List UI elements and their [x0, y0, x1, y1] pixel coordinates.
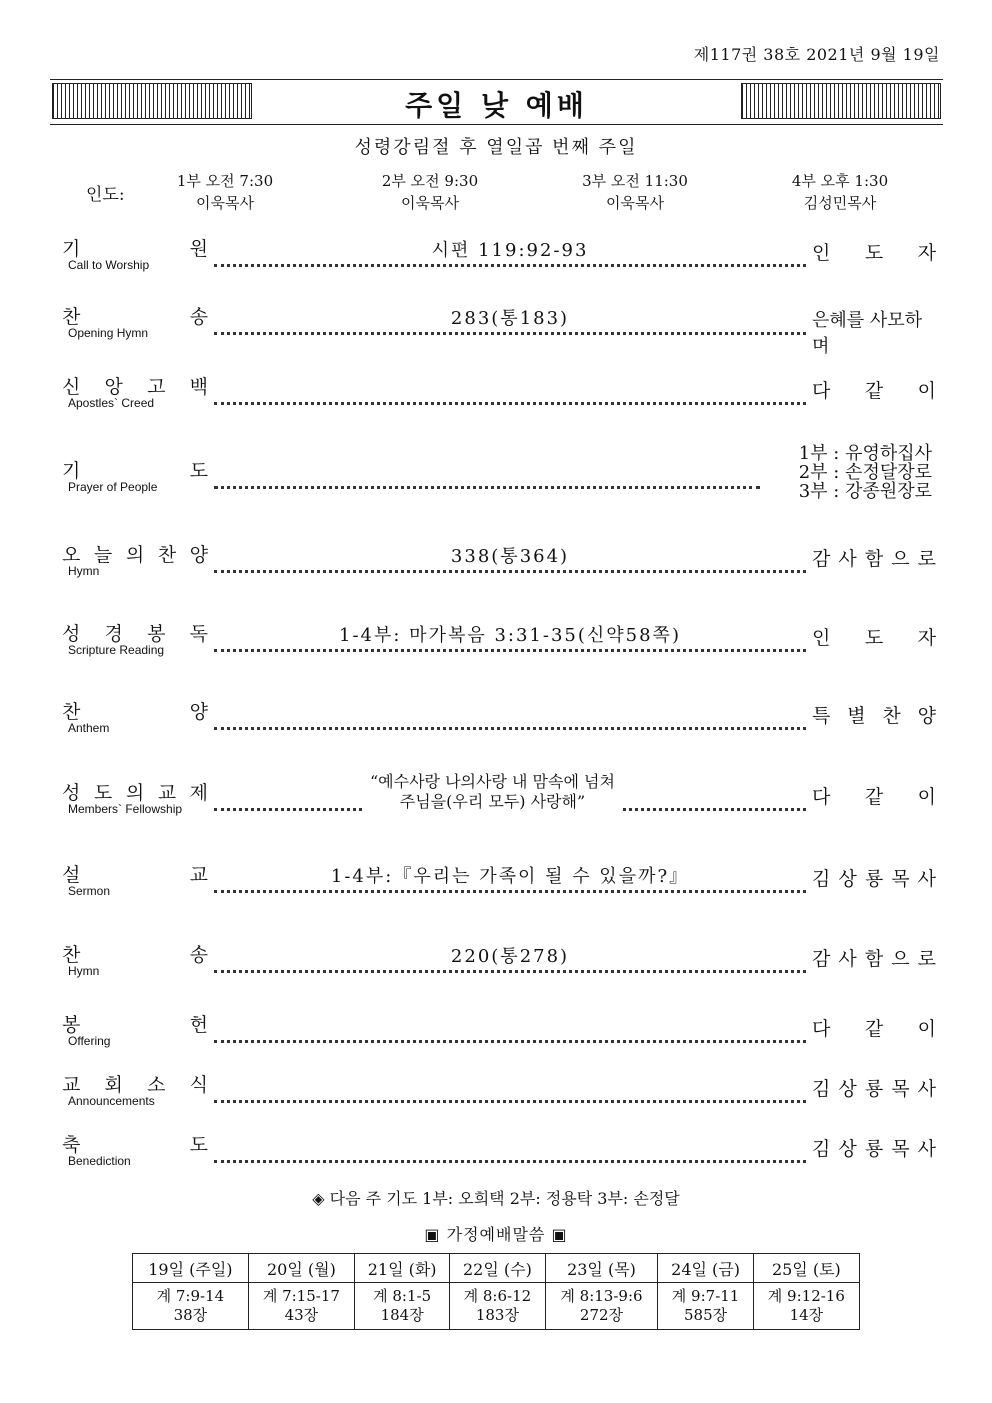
hymn-number: 14장 [789, 1306, 824, 1324]
service-leader: 이욱목사 [401, 194, 459, 212]
order-item-title [62, 302, 208, 329]
responsible-char: 으 [891, 948, 910, 970]
order-item-english: Members` Fellowship [68, 802, 183, 816]
prayer-leaders [799, 444, 932, 501]
order-item-detail [214, 862, 806, 888]
title-char: 의 [125, 544, 145, 566]
title-char: 송 [189, 306, 208, 328]
order-item-title [62, 619, 208, 646]
responsible-char: 상 [838, 1138, 857, 1160]
leader-dots [214, 1020, 806, 1043]
fellowship-lyrics [362, 772, 623, 812]
passage: 계 8:6-12 [463, 1287, 532, 1305]
responsible-char: 인 [812, 627, 831, 649]
order-item-english: Call to Worship [68, 258, 150, 272]
order-item-title [62, 456, 208, 483]
responsible-char: 같 [864, 786, 884, 808]
title-char: 백 [189, 376, 208, 398]
responsible-char: 목 [891, 1138, 910, 1160]
title-char: 도 [189, 460, 208, 482]
table-cell [753, 1283, 859, 1330]
order-item-title [62, 778, 208, 805]
responsible-char: 감 [812, 548, 831, 570]
order-item-responsible [812, 701, 936, 728]
order-item-english: Scripture Reading [68, 643, 165, 657]
responsible-char: 자 [917, 627, 936, 649]
order-item-title [62, 372, 208, 399]
decorative-stripes-right [741, 83, 941, 119]
service-2 [345, 170, 515, 214]
responsible-char: 함 [864, 548, 884, 570]
order-item-english: Benediction [68, 1154, 131, 1168]
title-char: 회 [104, 1074, 123, 1096]
order-item-detail [214, 942, 806, 968]
title-char: 헌 [189, 1014, 208, 1036]
responsible-char: 도 [864, 627, 884, 649]
table-cell [248, 1283, 354, 1330]
responsible-char: 특 [812, 705, 831, 727]
service-leader: 이욱목사 [196, 194, 254, 212]
title-char: 축 [62, 1134, 81, 1156]
table-cell [133, 1283, 249, 1330]
service-time: 2부 오전 9:30 [381, 172, 479, 190]
detail-text: 283(통183) [441, 308, 579, 329]
service-4 [755, 170, 925, 214]
title-char: 양 [189, 544, 208, 566]
hymn-number: 183장 [475, 1306, 519, 1324]
responsible-char: 자 [917, 242, 936, 264]
order-item-title [62, 540, 208, 567]
order-item-detail [214, 542, 806, 568]
leader-dots [214, 382, 806, 405]
title-char: 봉 [62, 1014, 81, 1036]
order-item-english: Offering [68, 1034, 111, 1048]
order-item-responsible [812, 306, 936, 358]
next-week-prayer: ◈ 다음 주 기도 1부: 오희택 2부: 정용탁 3부: 손정달 [312, 1189, 680, 1208]
passage: 계 9:7-11 [671, 1287, 740, 1305]
responsible-char: 도 [864, 242, 884, 264]
responsible-char: 이 [917, 786, 936, 808]
service-time: 3부 오전 11:30 [582, 172, 688, 190]
responsible-char: 룡 [864, 868, 884, 890]
order-item-detail [214, 304, 806, 330]
title-char: 성 [62, 623, 81, 645]
hymn-number: 272장 [579, 1306, 624, 1324]
order-item-title [62, 940, 208, 967]
order-item-english: Prayer of People [68, 480, 158, 494]
title-char: 의 [125, 782, 145, 804]
service-time: 1부 오전 7:30 [176, 172, 274, 190]
table-header-row [133, 1254, 860, 1283]
hymn-number: 585장 [684, 1306, 728, 1324]
responsible-char: 목 [891, 1078, 910, 1100]
passage: 계 8:1-5 [373, 1287, 432, 1305]
responsible-char: 별 [847, 705, 866, 727]
family-worship-title: ▣ 가정예배말씀 ▣ [424, 1225, 568, 1244]
leader-dots [214, 1140, 806, 1163]
table-row [133, 1283, 860, 1330]
responsible-text: 은혜를 사모하며 [812, 310, 923, 357]
order-item-title [62, 1130, 208, 1157]
lyric-line: “예수사랑 나의사랑 내 맘속에 넘쳐 [370, 772, 615, 791]
detail-text: 1-4부:『우리는 가족이 될 수 있을까?』 [321, 866, 699, 887]
title-char: 독 [189, 623, 208, 645]
table-cell [658, 1283, 753, 1330]
responsible-char: 양 [917, 705, 936, 727]
family-worship-table [132, 1253, 860, 1330]
responsible-char: 김 [812, 1138, 831, 1160]
order-item-title [62, 1010, 208, 1037]
order-item-title [62, 234, 208, 261]
order-item-responsible [812, 238, 936, 265]
responsible-char: 목 [891, 868, 910, 890]
responsible-char: 사 [838, 948, 857, 970]
prayer-leader: 1부 : 유영하집사 [798, 443, 932, 464]
responsible-char: 찬 [882, 705, 901, 727]
detail-text: 338(통364) [441, 546, 579, 567]
hymn-number: 184장 [380, 1306, 424, 1324]
table-cell [450, 1283, 545, 1330]
responsible-char: 로 [917, 948, 936, 970]
order-item-english: Announcements [68, 1094, 155, 1108]
title-char: 양 [189, 701, 208, 723]
title-char: 기 [62, 460, 81, 482]
order-item-title [62, 860, 208, 887]
title-char: 설 [62, 864, 81, 886]
prayer-leader: 2부 : 손정달장로 [798, 462, 932, 483]
title-char: 식 [189, 1074, 208, 1096]
responsible-char: 김 [812, 1078, 831, 1100]
title-char: 송 [189, 944, 208, 966]
responsible-char: 이 [917, 380, 936, 402]
lyric-line: 주님을(우리 모두) 사랑해” [399, 792, 586, 811]
title-char: 원 [189, 238, 208, 260]
detail-text: 시편 119:92-93 [422, 240, 599, 261]
hymn-number: 43장 [284, 1306, 319, 1324]
day-header: 19일 (주일) [133, 1254, 249, 1283]
order-item-title [62, 697, 208, 724]
title-char: 교 [189, 864, 208, 886]
order-item-english: Opening Hymn [68, 326, 149, 340]
issue-info: 제117권 38호 2021년 9월 19일 [693, 45, 940, 64]
leader-dots [214, 1080, 806, 1103]
passage: 계 7:9-14 [156, 1287, 225, 1305]
order-item-title [62, 1070, 208, 1097]
order-item-english: Anthem [68, 721, 110, 735]
title-char: 기 [62, 238, 81, 260]
responsible-char: 인 [812, 242, 831, 264]
day-header: 23일 (목) [545, 1254, 658, 1283]
title-char: 제 [189, 782, 208, 804]
title-char: 늘 [93, 544, 113, 566]
responsible-char: 사 [838, 548, 857, 570]
passage: 계 9:12-16 [767, 1287, 845, 1305]
order-item-responsible [812, 1014, 936, 1041]
day-header: 21일 (화) [355, 1254, 450, 1283]
detail-text: 1-4부: 마가복음 3:31-35(신약58쪽) [329, 625, 691, 646]
leader-dots [214, 466, 760, 489]
passage: 계 7:15-17 [262, 1287, 340, 1305]
responsible-char: 룡 [864, 1078, 884, 1100]
responsible-char: 다 [812, 380, 831, 402]
responsible-char: 감 [812, 948, 831, 970]
hymn-number: 38장 [173, 1306, 208, 1324]
title-char: 신 [62, 376, 81, 398]
title-char: 도 [93, 782, 113, 804]
order-item-english: Hymn [68, 564, 100, 578]
responsible-char: 사 [917, 868, 936, 890]
responsible-char: 같 [864, 1018, 884, 1040]
order-item-responsible [812, 544, 936, 571]
order-item-responsible [812, 1134, 936, 1161]
responsible-char: 상 [838, 868, 857, 890]
order-item-detail [214, 621, 806, 647]
order-item-responsible [812, 376, 936, 403]
responsible-char: 로 [917, 548, 936, 570]
order-item-english: Hymn [68, 964, 100, 978]
responsible-char: 김 [812, 868, 831, 890]
responsible-char: 사 [917, 1078, 936, 1100]
passage: 계 8:13-9:6 [560, 1287, 643, 1305]
responsible-char: 다 [812, 1018, 831, 1040]
title-char: 경 [104, 623, 123, 645]
title-char: 찬 [62, 306, 81, 328]
detail-text: 220(통278) [441, 946, 579, 967]
responsible-char: 함 [864, 948, 884, 970]
title-char: 교 [157, 782, 177, 804]
day-header: 24일 (금) [658, 1254, 753, 1283]
table-cell [355, 1283, 450, 1330]
order-item-detail [214, 236, 806, 262]
responsible-char: 같 [864, 380, 884, 402]
title-char: 봉 [147, 623, 166, 645]
order-item-responsible [812, 623, 936, 650]
order-item-english: Apostles` Creed [68, 396, 155, 410]
responsible-char: 으 [891, 548, 910, 570]
responsible-char: 룡 [864, 1138, 884, 1160]
order-item-english: Sermon [68, 884, 111, 898]
service-3 [550, 170, 720, 214]
title-char: 찬 [157, 544, 177, 566]
table-cell [545, 1283, 658, 1330]
order-item-responsible [812, 1074, 936, 1101]
subtitle: 성령강림절 후 열일곱 번째 주일 [354, 137, 638, 158]
responsible-char: 사 [917, 1138, 936, 1160]
responsible-char: 이 [917, 1018, 936, 1040]
day-header: 20일 (월) [248, 1254, 354, 1283]
prayer-leader: 3부 : 강종원장로 [798, 481, 932, 502]
title-char: 찬 [62, 701, 81, 723]
responsible-char: 상 [838, 1078, 857, 1100]
title-char: 앙 [104, 376, 123, 398]
title-char: 고 [147, 376, 166, 398]
responsible-char: 다 [812, 786, 831, 808]
order-item-responsible [812, 864, 936, 891]
service-leader: 김성민목사 [803, 194, 877, 212]
service-leader: 이욱목사 [606, 194, 664, 212]
day-header: 25일 (토) [753, 1254, 859, 1283]
service-time: 4부 오후 1:30 [791, 172, 889, 190]
order-item-responsible [812, 944, 936, 971]
leader-dots [214, 707, 806, 730]
title-char: 오 [62, 544, 81, 566]
title-char: 찬 [62, 944, 81, 966]
service-1 [140, 170, 310, 214]
leader-label: 인도: [86, 185, 125, 205]
title-char: 성 [62, 782, 81, 804]
title-char: 도 [189, 1134, 208, 1156]
page-title: 주일 낮 예배 [405, 89, 588, 122]
title-bar [50, 79, 943, 125]
order-item-responsible [812, 782, 936, 809]
title-char: 교 [62, 1074, 81, 1096]
title-char: 소 [147, 1074, 166, 1096]
day-header: 22일 (수) [450, 1254, 545, 1283]
